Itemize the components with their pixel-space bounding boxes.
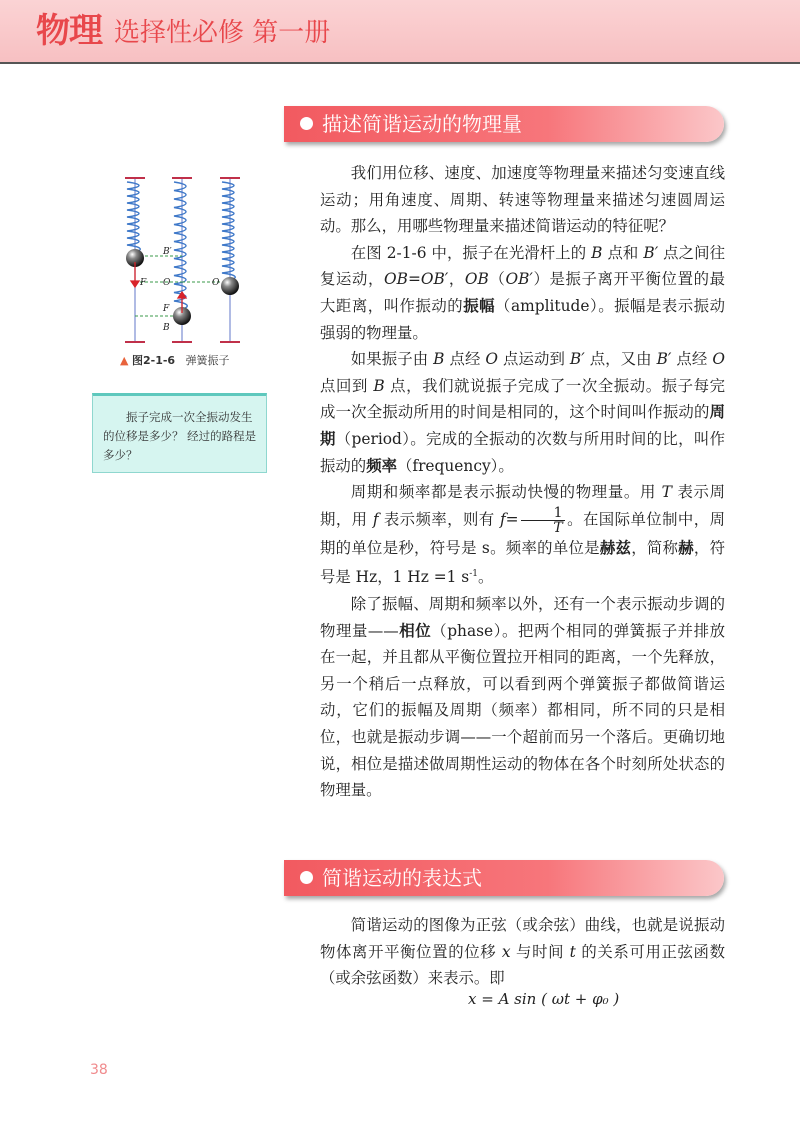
paragraph: 周期和频率都是表示振动快慢的物理量。用 T 表示周期，用 f 表示频率，则有 f= $\frac{1}{T}$ 。在国际单位制中，周期的单位是秒，符号是 s。频率的单位是赫兹，简称赫，符号是 Hz，1 Hz =1 $s^{-1}$。 xyxy=(320,483,725,587)
fraction-one-over-t: $\frac{1}{T}$ xyxy=(521,506,565,535)
label-bprime: B′ xyxy=(163,247,172,257)
term-amplitude: 振幅 xyxy=(463,296,496,315)
term-period: 周期 xyxy=(320,403,725,448)
spring-right xyxy=(222,182,235,280)
label-b: B xyxy=(163,323,170,333)
section-heading-1 xyxy=(284,106,724,142)
spring-oscillator-figure xyxy=(115,170,265,350)
term-hertz: 赫兹 xyxy=(599,538,632,557)
shm-formula: x = A sin ( ωt + φ₀ ) xyxy=(468,990,620,1008)
page-number: 38 xyxy=(90,1062,108,1078)
bullet-dot-icon xyxy=(300,871,313,884)
section1-body xyxy=(320,160,725,804)
page-header xyxy=(0,0,800,64)
bullet-dot-icon xyxy=(300,117,313,130)
caption-text: 弹簧振子 xyxy=(185,354,230,367)
label-o-right: O xyxy=(212,278,220,288)
paragraph: 如果振子由 B 点经 O 点运动到 B′ 点，又由 B′ 点经 O 点回到 B 点，我们就说振子完成了一次全振动。振子每完成一次全振动所用的时间是相同的，这个时间叫作振动的周期（period）。完成的全振动的次数与所用时间的比，叫作振动的频率（frequency）。 xyxy=(320,350,725,475)
label-o-middle: O xyxy=(163,278,171,288)
oscillator-ball-middle xyxy=(221,277,239,295)
term-phase: 相位 xyxy=(398,621,432,640)
section-title: 简谐运动的表达式 xyxy=(322,866,482,890)
section-heading-2 xyxy=(284,860,724,896)
term-hz-short: 赫 xyxy=(678,538,694,557)
caption-number: 图2-1-6 xyxy=(131,354,176,367)
caption-triangle-icon: ▲ xyxy=(120,354,129,367)
section2-body xyxy=(320,912,725,992)
spring-middle xyxy=(174,182,187,309)
paragraph: 简谐运动的图像为正弦（或余弦）曲线，也就是说振动物体离开平衡位置的位移 x 与时间 t 的关系可用正弦函数（或余弦函数）来表示。即 xyxy=(320,916,725,988)
side-note: 振子完成一次全振动发生的位移是多少？ 经过的路程是多少？ xyxy=(92,393,267,473)
term-frequency: 频率 xyxy=(366,456,397,475)
book-subtitle: 选择性必修 第一册 xyxy=(114,18,331,48)
spring-left xyxy=(127,182,140,252)
label-f-top: F xyxy=(140,278,147,288)
paragraph: 除了振幅、周期和频率以外，还有一个表示振动步调的物理量——相位（phase）。把两个相同的弹簧振子并排放在一起，并且都从平衡位置拉开相同的距离，一个先释放，另一个稍后一点释放，可以看到两个弹簧振子都做简谐运动，它们的振幅及周期（频率）都相同，所不同的只是相位，也就是振动步调——一个超前而另一个落后。更确切地说，相位是描述做周期性运动的物体在各个时刻所处状态的物理量。 xyxy=(320,595,725,800)
label-f-bottom: F xyxy=(163,304,170,314)
book-logo: 物理 xyxy=(36,11,102,51)
paragraph: 我们用位移、速度、加速度等物理量来描述匀变速直线运动；用角速度、周期、转速等物理量来描述匀速圆周运动。那么，用哪些物理量来描述简谐运动的特征呢？ xyxy=(320,164,725,236)
paragraph: 在图 2-1-6 中，振子在光滑杆上的 B 点和 B′ 点之间往复运动，OB=OB′，OB（OB′）是振子离开平衡位置的最大距离，叫作振动的振幅（amplitude）。振幅是表示振动强弱的物理量。 xyxy=(320,243,725,342)
section-title: 描述简谐运动的物理量 xyxy=(322,112,522,136)
figure-caption xyxy=(120,352,230,368)
